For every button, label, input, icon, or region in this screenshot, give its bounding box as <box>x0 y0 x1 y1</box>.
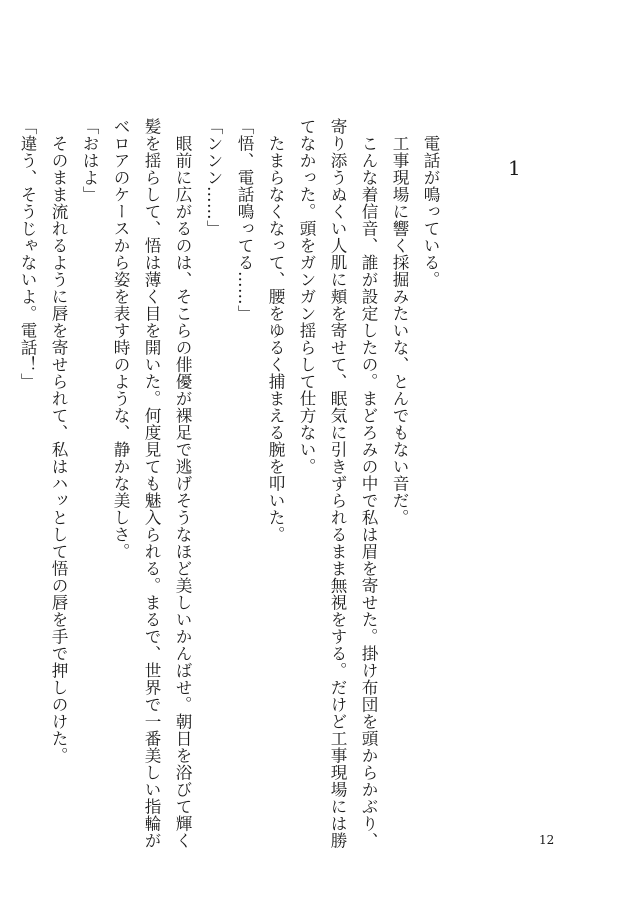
paragraph: 「悟、電話鳴ってる……」 <box>235 118 254 322</box>
paragraph: こんな着信音、誰が設定したの。まどろみの中で私は眉を寄せた。掛け布団を頭からかぶり、 <box>359 134 378 849</box>
page-number: 12 <box>539 833 555 847</box>
paragraph: ベロアのケースから姿を表す時のような、静かな美しさ。 <box>111 118 130 560</box>
paragraph: 眼前に広がるのは、そこらの俳優が裸足で逃げそうなほど美しいかんばせ。朝日を浴びて輝く <box>173 134 192 849</box>
paragraph: てなかった。頭をガンガン揺らして仕方ない。 <box>297 118 316 475</box>
paragraph: 「違う、そうじゃないよ。電話！」 <box>18 118 37 390</box>
paragraph: そのまま流れるように唇を寄せられて、私はハッとして悟の唇を手で押しのけた。 <box>49 134 68 764</box>
paragraph: たまらなくなって、腰をゆるく捕まえる腕を叩いた。 <box>266 134 285 543</box>
paragraph: 髪を揺らして、悟は薄く目を開いた。何度見ても魅入られる。まるで、世界で一番美しい指輪が <box>142 118 161 849</box>
body-text <box>12 118 446 849</box>
paragraph: 工事現場に響く採掘みたいな、とんでもない音だ。 <box>390 134 409 526</box>
chapter-number: 1 <box>508 156 521 180</box>
paragraph: 寄り添うぬくい人肌に頬を寄せて、眠気に引きずられるまま無視をする。だけど工事現場には勝 <box>328 118 347 849</box>
paragraph: 「ンンン……」 <box>204 118 223 237</box>
paragraph: 電話が鳴っている。 <box>421 134 440 288</box>
paragraph: 「おはよ」 <box>80 118 99 203</box>
